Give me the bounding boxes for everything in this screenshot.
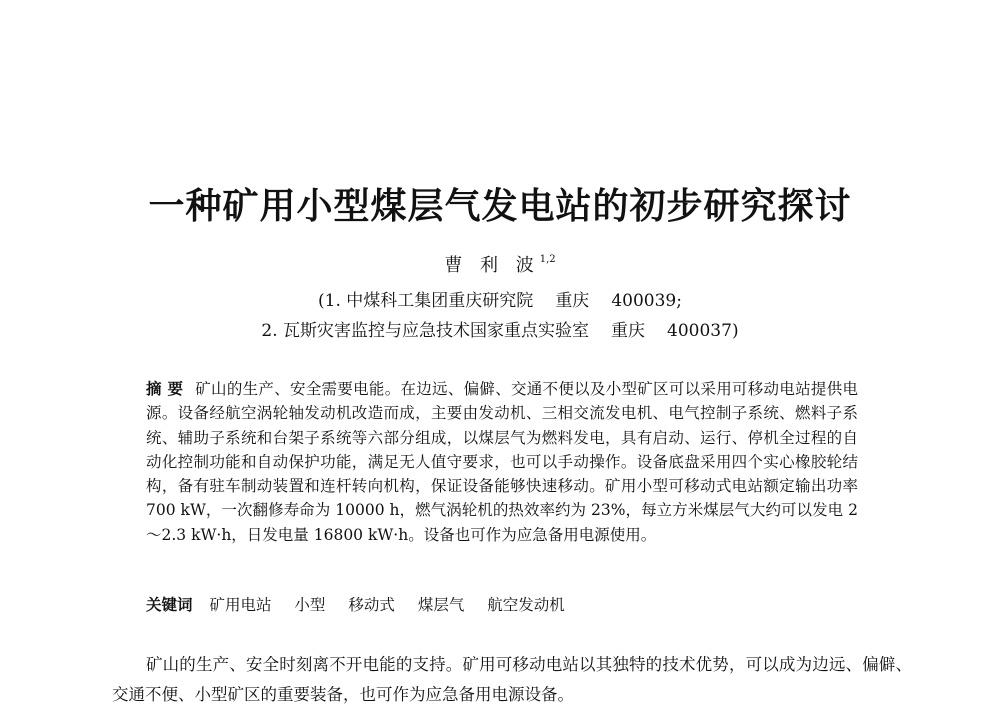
- author-superscript: 1,2: [539, 254, 556, 265]
- keyword-item: 煤层气: [417, 596, 465, 614]
- author-name: 曹 利 波: [444, 255, 540, 276]
- abstract: [146, 377, 858, 547]
- affiliation-2-text: 2. 瓦斯灾害监控与应急技术国家重点实验室: [261, 321, 590, 341]
- affiliation-2: [0, 319, 1000, 343]
- keywords-label: 关键词: [146, 596, 193, 614]
- affiliation-1-text: (1. 中煤科工集团重庆研究院: [318, 291, 534, 311]
- keyword-item: 航空发动机: [487, 596, 565, 614]
- affiliation-2-zip: 400037): [667, 321, 739, 341]
- author: [0, 247, 1000, 279]
- body-paragraph: 矿山的生产、安全时刻离不开电能的支持。矿用可移动电站以其独特的技术优势，可以成为边远、偏僻、交通不便、小型矿区的重要装备，也可作为应急备用电源设备。: [112, 655, 912, 704]
- keyword-item: 移动式: [348, 596, 395, 614]
- affiliation-1-zip: 400039;: [611, 291, 682, 311]
- affiliation-1: [0, 289, 1000, 313]
- affiliation-1-city: 重庆: [555, 291, 590, 311]
- paper-title: 一种矿用小型煤层气发电站的初步研究探讨: [148, 186, 852, 227]
- keyword-item: 矿用电站: [209, 596, 272, 614]
- keywords: [146, 593, 866, 617]
- keyword-item: 小型: [294, 596, 326, 614]
- affiliation-2-city: 重庆: [611, 321, 646, 341]
- abstract-label: 摘 要: [146, 380, 184, 398]
- abstract-text: 矿山的生产、安全需要电能。在边远、偏僻、交通不便以及小型矿区可以采用可移动电站提供电源。设备经航空涡轮轴发动机改造而成，主要由发动机、三相交流发电机、电气控制子系统、燃料子系统、辅助子系统和台架子系统等六部分组成，以煤层气为燃料发电，具有启动、运行、停机全过程的自动化控制功能和自动保护功能，满足无人值守要求，也可以手动操作。设备底盘采用四个实心橡胶轮结构，备有驻车制动装置和连杆转向机构，保证设备能够快速移动。矿用小型可移动式电站额定输出功率 700 kW，一次翻修寿命为 10000 h，燃气涡轮机的热效率约为 23%，每立方米煤层气大约可以发电 2～2.3 kW·h，日发电量 16800 kW·h。设备也可作为应急备用电源使用。: [146, 380, 858, 544]
